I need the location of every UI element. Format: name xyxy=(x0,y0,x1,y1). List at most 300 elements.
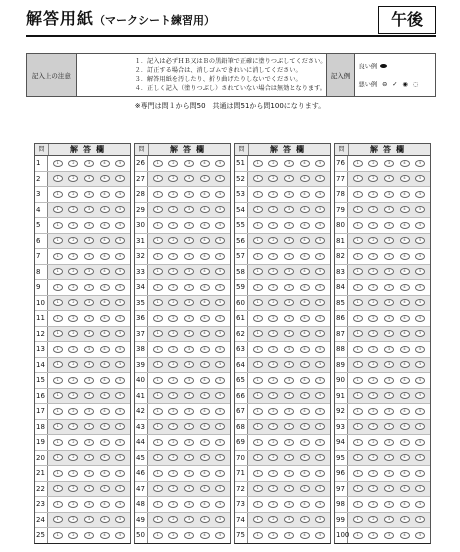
choice-bubble[interactable]: 3 xyxy=(384,299,394,306)
choice-bubble[interactable]: 1 xyxy=(153,346,163,353)
choice-bubble[interactable]: 5 xyxy=(415,516,425,523)
choice-bubble[interactable]: 2 xyxy=(368,361,378,368)
choice-bubble[interactable]: 1 xyxy=(53,423,63,430)
choice-bubble[interactable]: 5 xyxy=(415,253,425,260)
choice-bubble[interactable]: 4 xyxy=(100,439,110,446)
choice-bubble[interactable]: 2 xyxy=(68,470,78,477)
choice-bubble[interactable]: 5 xyxy=(115,315,125,322)
choice-bubble[interactable]: 4 xyxy=(100,191,110,198)
choice-bubble[interactable]: 1 xyxy=(153,330,163,337)
choice-bubble[interactable]: 3 xyxy=(184,439,194,446)
choice-bubble[interactable]: 3 xyxy=(84,470,94,477)
choice-bubble[interactable]: 2 xyxy=(68,439,78,446)
choice-bubble[interactable]: 2 xyxy=(168,361,178,368)
choice-bubble[interactable]: 2 xyxy=(168,315,178,322)
choice-bubble[interactable]: 4 xyxy=(200,160,210,167)
choice-bubble[interactable]: 5 xyxy=(415,284,425,291)
choice-bubble[interactable]: 5 xyxy=(415,237,425,244)
choice-bubble[interactable]: 2 xyxy=(368,175,378,182)
choice-bubble[interactable]: 5 xyxy=(315,470,325,477)
choice-bubble[interactable]: 3 xyxy=(384,222,394,229)
choice-bubble[interactable]: 1 xyxy=(353,361,363,368)
choice-bubble[interactable]: 2 xyxy=(368,222,378,229)
choice-bubble[interactable]: 5 xyxy=(115,191,125,198)
choice-bubble[interactable]: 4 xyxy=(200,532,210,539)
choice-bubble[interactable]: 5 xyxy=(415,191,425,198)
choice-bubble[interactable]: 2 xyxy=(168,191,178,198)
choice-bubble[interactable]: 5 xyxy=(315,392,325,399)
choice-bubble[interactable]: 4 xyxy=(300,516,310,523)
choice-bubble[interactable]: 3 xyxy=(184,470,194,477)
choice-bubble[interactable]: 5 xyxy=(315,160,325,167)
choice-bubble[interactable]: 1 xyxy=(53,299,63,306)
choice-bubble[interactable]: 1 xyxy=(253,237,263,244)
choice-bubble[interactable]: 5 xyxy=(115,377,125,384)
choice-bubble[interactable]: 2 xyxy=(168,516,178,523)
choice-bubble[interactable]: 4 xyxy=(400,532,410,539)
choice-bubble[interactable]: 5 xyxy=(215,532,225,539)
choice-bubble[interactable]: 5 xyxy=(415,377,425,384)
choice-bubble[interactable]: 5 xyxy=(315,222,325,229)
choice-bubble[interactable]: 3 xyxy=(284,206,294,213)
choice-bubble[interactable]: 2 xyxy=(68,361,78,368)
choice-bubble[interactable]: 3 xyxy=(84,330,94,337)
choice-bubble[interactable]: 2 xyxy=(68,268,78,275)
choice-bubble[interactable]: 1 xyxy=(353,222,363,229)
choice-bubble[interactable]: 2 xyxy=(68,222,78,229)
choice-bubble[interactable]: 3 xyxy=(84,160,94,167)
choice-bubble[interactable]: 2 xyxy=(68,175,78,182)
choice-bubble[interactable]: 3 xyxy=(84,206,94,213)
choice-bubble[interactable]: 3 xyxy=(384,268,394,275)
choice-bubble[interactable]: 4 xyxy=(300,330,310,337)
choice-bubble[interactable]: 5 xyxy=(115,501,125,508)
choice-bubble[interactable]: 2 xyxy=(368,253,378,260)
choice-bubble[interactable]: 2 xyxy=(268,237,278,244)
choice-bubble[interactable]: 5 xyxy=(115,346,125,353)
choice-bubble[interactable]: 2 xyxy=(68,191,78,198)
choice-bubble[interactable]: 2 xyxy=(168,330,178,337)
choice-bubble[interactable]: 3 xyxy=(84,346,94,353)
choice-bubble[interactable]: 1 xyxy=(253,346,263,353)
choice-bubble[interactable]: 1 xyxy=(353,408,363,415)
choice-bubble[interactable]: 3 xyxy=(284,346,294,353)
choice-bubble[interactable]: 1 xyxy=(153,175,163,182)
choice-bubble[interactable]: 4 xyxy=(300,470,310,477)
choice-bubble[interactable]: 1 xyxy=(253,408,263,415)
choice-bubble[interactable]: 4 xyxy=(400,284,410,291)
choice-bubble[interactable]: 4 xyxy=(100,284,110,291)
choice-bubble[interactable]: 4 xyxy=(300,439,310,446)
choice-bubble[interactable]: 2 xyxy=(68,377,78,384)
choice-bubble[interactable]: 1 xyxy=(53,206,63,213)
choice-bubble[interactable]: 5 xyxy=(115,454,125,461)
choice-bubble[interactable]: 4 xyxy=(400,346,410,353)
choice-bubble[interactable]: 3 xyxy=(184,284,194,291)
choice-bubble[interactable]: 5 xyxy=(415,330,425,337)
choice-bubble[interactable]: 3 xyxy=(84,268,94,275)
choice-bubble[interactable]: 4 xyxy=(200,392,210,399)
choice-bubble[interactable]: 2 xyxy=(268,315,278,322)
choice-bubble[interactable]: 1 xyxy=(353,299,363,306)
choice-bubble[interactable]: 4 xyxy=(100,268,110,275)
choice-bubble[interactable]: 5 xyxy=(115,408,125,415)
choice-bubble[interactable]: 1 xyxy=(253,191,263,198)
choice-bubble[interactable]: 2 xyxy=(268,191,278,198)
choice-bubble[interactable]: 2 xyxy=(368,160,378,167)
choice-bubble[interactable]: 2 xyxy=(268,532,278,539)
choice-bubble[interactable]: 3 xyxy=(84,423,94,430)
choice-bubble[interactable]: 3 xyxy=(384,315,394,322)
choice-bubble[interactable]: 3 xyxy=(284,516,294,523)
choice-bubble[interactable]: 4 xyxy=(200,361,210,368)
choice-bubble[interactable]: 2 xyxy=(368,206,378,213)
choice-bubble[interactable]: 1 xyxy=(153,361,163,368)
choice-bubble[interactable]: 1 xyxy=(153,408,163,415)
choice-bubble[interactable]: 2 xyxy=(168,408,178,415)
choice-bubble[interactable]: 5 xyxy=(415,361,425,368)
choice-bubble[interactable]: 5 xyxy=(415,470,425,477)
choice-bubble[interactable]: 4 xyxy=(400,191,410,198)
choice-bubble[interactable]: 3 xyxy=(284,532,294,539)
choice-bubble[interactable]: 2 xyxy=(168,454,178,461)
choice-bubble[interactable]: 4 xyxy=(400,237,410,244)
choice-bubble[interactable]: 2 xyxy=(368,516,378,523)
choice-bubble[interactable]: 1 xyxy=(53,408,63,415)
choice-bubble[interactable]: 1 xyxy=(353,330,363,337)
choice-bubble[interactable]: 3 xyxy=(84,253,94,260)
choice-bubble[interactable]: 3 xyxy=(84,222,94,229)
choice-bubble[interactable]: 2 xyxy=(168,175,178,182)
choice-bubble[interactable]: 1 xyxy=(353,191,363,198)
choice-bubble[interactable]: 4 xyxy=(300,346,310,353)
choice-bubble[interactable]: 3 xyxy=(384,160,394,167)
choice-bubble[interactable]: 4 xyxy=(300,268,310,275)
choice-bubble[interactable]: 3 xyxy=(184,392,194,399)
choice-bubble[interactable]: 4 xyxy=(300,408,310,415)
choice-bubble[interactable]: 1 xyxy=(53,222,63,229)
choice-bubble[interactable]: 3 xyxy=(384,470,394,477)
choice-bubble[interactable]: 1 xyxy=(353,268,363,275)
choice-bubble[interactable]: 2 xyxy=(368,392,378,399)
choice-bubble[interactable]: 5 xyxy=(215,175,225,182)
choice-bubble[interactable]: 2 xyxy=(268,439,278,446)
choice-bubble[interactable]: 5 xyxy=(415,439,425,446)
choice-bubble[interactable]: 5 xyxy=(215,408,225,415)
choice-bubble[interactable]: 2 xyxy=(268,423,278,430)
choice-bubble[interactable]: 5 xyxy=(115,532,125,539)
choice-bubble[interactable]: 2 xyxy=(168,439,178,446)
choice-bubble[interactable]: 5 xyxy=(215,346,225,353)
choice-bubble[interactable]: 3 xyxy=(384,346,394,353)
choice-bubble[interactable]: 4 xyxy=(300,299,310,306)
choice-bubble[interactable]: 1 xyxy=(353,501,363,508)
choice-bubble[interactable]: 5 xyxy=(415,222,425,229)
choice-bubble[interactable]: 1 xyxy=(353,315,363,322)
choice-bubble[interactable]: 2 xyxy=(368,470,378,477)
choice-bubble[interactable]: 3 xyxy=(384,516,394,523)
choice-bubble[interactable]: 4 xyxy=(200,439,210,446)
choice-bubble[interactable]: 1 xyxy=(53,470,63,477)
choice-bubble[interactable]: 1 xyxy=(353,377,363,384)
choice-bubble[interactable]: 1 xyxy=(253,532,263,539)
choice-bubble[interactable]: 3 xyxy=(384,408,394,415)
choice-bubble[interactable]: 4 xyxy=(300,361,310,368)
choice-bubble[interactable]: 4 xyxy=(400,206,410,213)
choice-bubble[interactable]: 5 xyxy=(315,423,325,430)
choice-bubble[interactable]: 2 xyxy=(368,454,378,461)
choice-bubble[interactable]: 1 xyxy=(153,470,163,477)
choice-bubble[interactable]: 1 xyxy=(253,175,263,182)
choice-bubble[interactable]: 3 xyxy=(84,439,94,446)
choice-bubble[interactable]: 2 xyxy=(68,206,78,213)
choice-bubble[interactable]: 3 xyxy=(84,284,94,291)
choice-bubble[interactable]: 2 xyxy=(268,206,278,213)
choice-bubble[interactable]: 3 xyxy=(284,268,294,275)
choice-bubble[interactable]: 1 xyxy=(253,392,263,399)
choice-bubble[interactable]: 3 xyxy=(184,160,194,167)
choice-bubble[interactable]: 4 xyxy=(400,361,410,368)
choice-bubble[interactable]: 2 xyxy=(68,454,78,461)
choice-bubble[interactable]: 3 xyxy=(384,532,394,539)
choice-bubble[interactable]: 3 xyxy=(284,330,294,337)
choice-bubble[interactable]: 2 xyxy=(268,454,278,461)
choice-bubble[interactable]: 1 xyxy=(153,222,163,229)
choice-bubble[interactable]: 4 xyxy=(400,423,410,430)
choice-bubble[interactable]: 3 xyxy=(284,222,294,229)
choice-bubble[interactable]: 4 xyxy=(100,346,110,353)
choice-bubble[interactable]: 1 xyxy=(53,346,63,353)
choice-bubble[interactable]: 3 xyxy=(284,423,294,430)
choice-bubble[interactable]: 4 xyxy=(100,222,110,229)
choice-bubble[interactable]: 5 xyxy=(415,423,425,430)
choice-bubble[interactable]: 1 xyxy=(53,501,63,508)
choice-bubble[interactable]: 5 xyxy=(115,222,125,229)
choice-bubble[interactable]: 3 xyxy=(184,532,194,539)
choice-bubble[interactable]: 5 xyxy=(415,175,425,182)
choice-bubble[interactable]: 1 xyxy=(153,423,163,430)
choice-bubble[interactable]: 1 xyxy=(253,330,263,337)
choice-bubble[interactable]: 3 xyxy=(184,206,194,213)
choice-bubble[interactable]: 1 xyxy=(153,268,163,275)
choice-bubble[interactable]: 4 xyxy=(300,315,310,322)
choice-bubble[interactable]: 4 xyxy=(400,377,410,384)
choice-bubble[interactable]: 4 xyxy=(400,408,410,415)
choice-bubble[interactable]: 3 xyxy=(284,160,294,167)
choice-bubble[interactable]: 4 xyxy=(100,253,110,260)
choice-bubble[interactable]: 1 xyxy=(253,253,263,260)
choice-bubble[interactable]: 3 xyxy=(384,175,394,182)
choice-bubble[interactable]: 2 xyxy=(368,501,378,508)
choice-bubble[interactable]: 5 xyxy=(115,160,125,167)
choice-bubble[interactable]: 1 xyxy=(153,315,163,322)
choice-bubble[interactable]: 1 xyxy=(353,439,363,446)
choice-bubble[interactable]: 3 xyxy=(284,361,294,368)
choice-bubble[interactable]: 5 xyxy=(315,253,325,260)
choice-bubble[interactable]: 4 xyxy=(100,361,110,368)
choice-bubble[interactable]: 2 xyxy=(268,346,278,353)
choice-bubble[interactable]: 5 xyxy=(215,439,225,446)
choice-bubble[interactable]: 2 xyxy=(268,160,278,167)
choice-bubble[interactable]: 2 xyxy=(68,330,78,337)
choice-bubble[interactable]: 3 xyxy=(384,284,394,291)
choice-bubble[interactable]: 5 xyxy=(215,501,225,508)
choice-bubble[interactable]: 1 xyxy=(53,160,63,167)
choice-bubble[interactable]: 2 xyxy=(168,377,178,384)
choice-bubble[interactable]: 3 xyxy=(284,191,294,198)
choice-bubble[interactable]: 5 xyxy=(115,206,125,213)
choice-bubble[interactable]: 2 xyxy=(168,346,178,353)
choice-bubble[interactable]: 3 xyxy=(284,299,294,306)
choice-bubble[interactable]: 4 xyxy=(200,299,210,306)
choice-bubble[interactable]: 5 xyxy=(215,377,225,384)
choice-bubble[interactable]: 4 xyxy=(100,501,110,508)
choice-bubble[interactable]: 1 xyxy=(53,485,63,492)
choice-bubble[interactable]: 1 xyxy=(53,191,63,198)
choice-bubble[interactable]: 5 xyxy=(115,268,125,275)
choice-bubble[interactable]: 4 xyxy=(400,222,410,229)
choice-bubble[interactable]: 3 xyxy=(384,253,394,260)
choice-bubble[interactable]: 1 xyxy=(353,485,363,492)
choice-bubble[interactable]: 2 xyxy=(168,392,178,399)
choice-bubble[interactable]: 3 xyxy=(184,315,194,322)
choice-bubble[interactable]: 1 xyxy=(153,516,163,523)
choice-bubble[interactable]: 3 xyxy=(284,454,294,461)
choice-bubble[interactable]: 1 xyxy=(253,423,263,430)
choice-bubble[interactable]: 2 xyxy=(168,284,178,291)
choice-bubble[interactable]: 4 xyxy=(200,284,210,291)
choice-bubble[interactable]: 1 xyxy=(53,330,63,337)
choice-bubble[interactable]: 1 xyxy=(153,237,163,244)
choice-bubble[interactable]: 1 xyxy=(153,284,163,291)
choice-bubble[interactable]: 3 xyxy=(384,361,394,368)
choice-bubble[interactable]: 3 xyxy=(184,485,194,492)
choice-bubble[interactable]: 4 xyxy=(100,160,110,167)
choice-bubble[interactable]: 2 xyxy=(68,423,78,430)
choice-bubble[interactable]: 5 xyxy=(315,346,325,353)
choice-bubble[interactable]: 4 xyxy=(300,392,310,399)
choice-bubble[interactable]: 5 xyxy=(115,253,125,260)
choice-bubble[interactable]: 3 xyxy=(84,485,94,492)
choice-bubble[interactable]: 5 xyxy=(415,346,425,353)
choice-bubble[interactable]: 3 xyxy=(384,423,394,430)
choice-bubble[interactable]: 2 xyxy=(268,222,278,229)
choice-bubble[interactable]: 4 xyxy=(100,175,110,182)
choice-bubble[interactable]: 5 xyxy=(415,485,425,492)
choice-bubble[interactable]: 3 xyxy=(284,470,294,477)
choice-bubble[interactable]: 2 xyxy=(68,516,78,523)
choice-bubble[interactable]: 1 xyxy=(253,222,263,229)
choice-bubble[interactable]: 5 xyxy=(315,454,325,461)
choice-bubble[interactable]: 4 xyxy=(300,222,310,229)
choice-bubble[interactable]: 5 xyxy=(115,299,125,306)
choice-bubble[interactable]: 1 xyxy=(253,485,263,492)
choice-bubble[interactable]: 4 xyxy=(300,253,310,260)
choice-bubble[interactable]: 3 xyxy=(284,237,294,244)
choice-bubble[interactable]: 4 xyxy=(300,237,310,244)
choice-bubble[interactable]: 5 xyxy=(115,284,125,291)
choice-bubble[interactable]: 2 xyxy=(368,485,378,492)
choice-bubble[interactable]: 2 xyxy=(268,330,278,337)
choice-bubble[interactable]: 3 xyxy=(284,501,294,508)
choice-bubble[interactable]: 2 xyxy=(268,284,278,291)
choice-bubble[interactable]: 4 xyxy=(200,516,210,523)
choice-bubble[interactable]: 3 xyxy=(384,485,394,492)
choice-bubble[interactable]: 4 xyxy=(100,392,110,399)
choice-bubble[interactable]: 2 xyxy=(268,377,278,384)
choice-bubble[interactable]: 1 xyxy=(53,532,63,539)
choice-bubble[interactable]: 4 xyxy=(400,160,410,167)
choice-bubble[interactable]: 1 xyxy=(253,268,263,275)
choice-bubble[interactable]: 2 xyxy=(268,253,278,260)
choice-bubble[interactable]: 3 xyxy=(384,501,394,508)
choice-bubble[interactable]: 2 xyxy=(68,346,78,353)
choice-bubble[interactable]: 5 xyxy=(415,392,425,399)
choice-bubble[interactable]: 2 xyxy=(168,501,178,508)
choice-bubble[interactable]: 5 xyxy=(315,299,325,306)
choice-bubble[interactable]: 4 xyxy=(100,237,110,244)
choice-bubble[interactable]: 3 xyxy=(384,454,394,461)
choice-bubble[interactable]: 1 xyxy=(153,206,163,213)
choice-bubble[interactable]: 1 xyxy=(153,532,163,539)
choice-bubble[interactable]: 5 xyxy=(315,237,325,244)
choice-bubble[interactable]: 1 xyxy=(153,485,163,492)
choice-bubble[interactable]: 3 xyxy=(184,222,194,229)
choice-bubble[interactable]: 5 xyxy=(215,268,225,275)
choice-bubble[interactable]: 3 xyxy=(384,206,394,213)
choice-bubble[interactable]: 1 xyxy=(353,253,363,260)
choice-bubble[interactable]: 2 xyxy=(168,253,178,260)
choice-bubble[interactable]: 4 xyxy=(400,268,410,275)
choice-bubble[interactable]: 4 xyxy=(200,423,210,430)
choice-bubble[interactable]: 2 xyxy=(268,485,278,492)
choice-bubble[interactable]: 2 xyxy=(68,408,78,415)
choice-bubble[interactable]: 1 xyxy=(353,237,363,244)
choice-bubble[interactable]: 4 xyxy=(200,377,210,384)
choice-bubble[interactable]: 3 xyxy=(84,516,94,523)
choice-bubble[interactable]: 1 xyxy=(153,191,163,198)
choice-bubble[interactable]: 3 xyxy=(384,191,394,198)
choice-bubble[interactable]: 4 xyxy=(200,346,210,353)
choice-bubble[interactable]: 5 xyxy=(415,268,425,275)
choice-bubble[interactable]: 3 xyxy=(284,315,294,322)
choice-bubble[interactable]: 4 xyxy=(200,315,210,322)
choice-bubble[interactable]: 2 xyxy=(268,268,278,275)
choice-bubble[interactable]: 2 xyxy=(268,516,278,523)
choice-bubble[interactable]: 3 xyxy=(284,377,294,384)
choice-bubble[interactable]: 5 xyxy=(215,284,225,291)
choice-bubble[interactable]: 1 xyxy=(153,439,163,446)
choice-bubble[interactable]: 5 xyxy=(215,237,225,244)
choice-bubble[interactable]: 4 xyxy=(200,237,210,244)
choice-bubble[interactable]: 3 xyxy=(284,408,294,415)
choice-bubble[interactable]: 5 xyxy=(315,191,325,198)
choice-bubble[interactable]: 4 xyxy=(100,330,110,337)
choice-bubble[interactable]: 5 xyxy=(215,160,225,167)
choice-bubble[interactable]: 5 xyxy=(315,284,325,291)
choice-bubble[interactable]: 2 xyxy=(368,315,378,322)
choice-bubble[interactable]: 4 xyxy=(300,485,310,492)
choice-bubble[interactable]: 2 xyxy=(268,408,278,415)
choice-bubble[interactable]: 1 xyxy=(353,454,363,461)
choice-bubble[interactable]: 5 xyxy=(315,485,325,492)
choice-bubble[interactable]: 5 xyxy=(315,377,325,384)
choice-bubble[interactable]: 3 xyxy=(184,346,194,353)
choice-bubble[interactable]: 3 xyxy=(184,516,194,523)
choice-bubble[interactable]: 3 xyxy=(84,315,94,322)
choice-bubble[interactable]: 3 xyxy=(84,532,94,539)
choice-bubble[interactable]: 3 xyxy=(84,408,94,415)
